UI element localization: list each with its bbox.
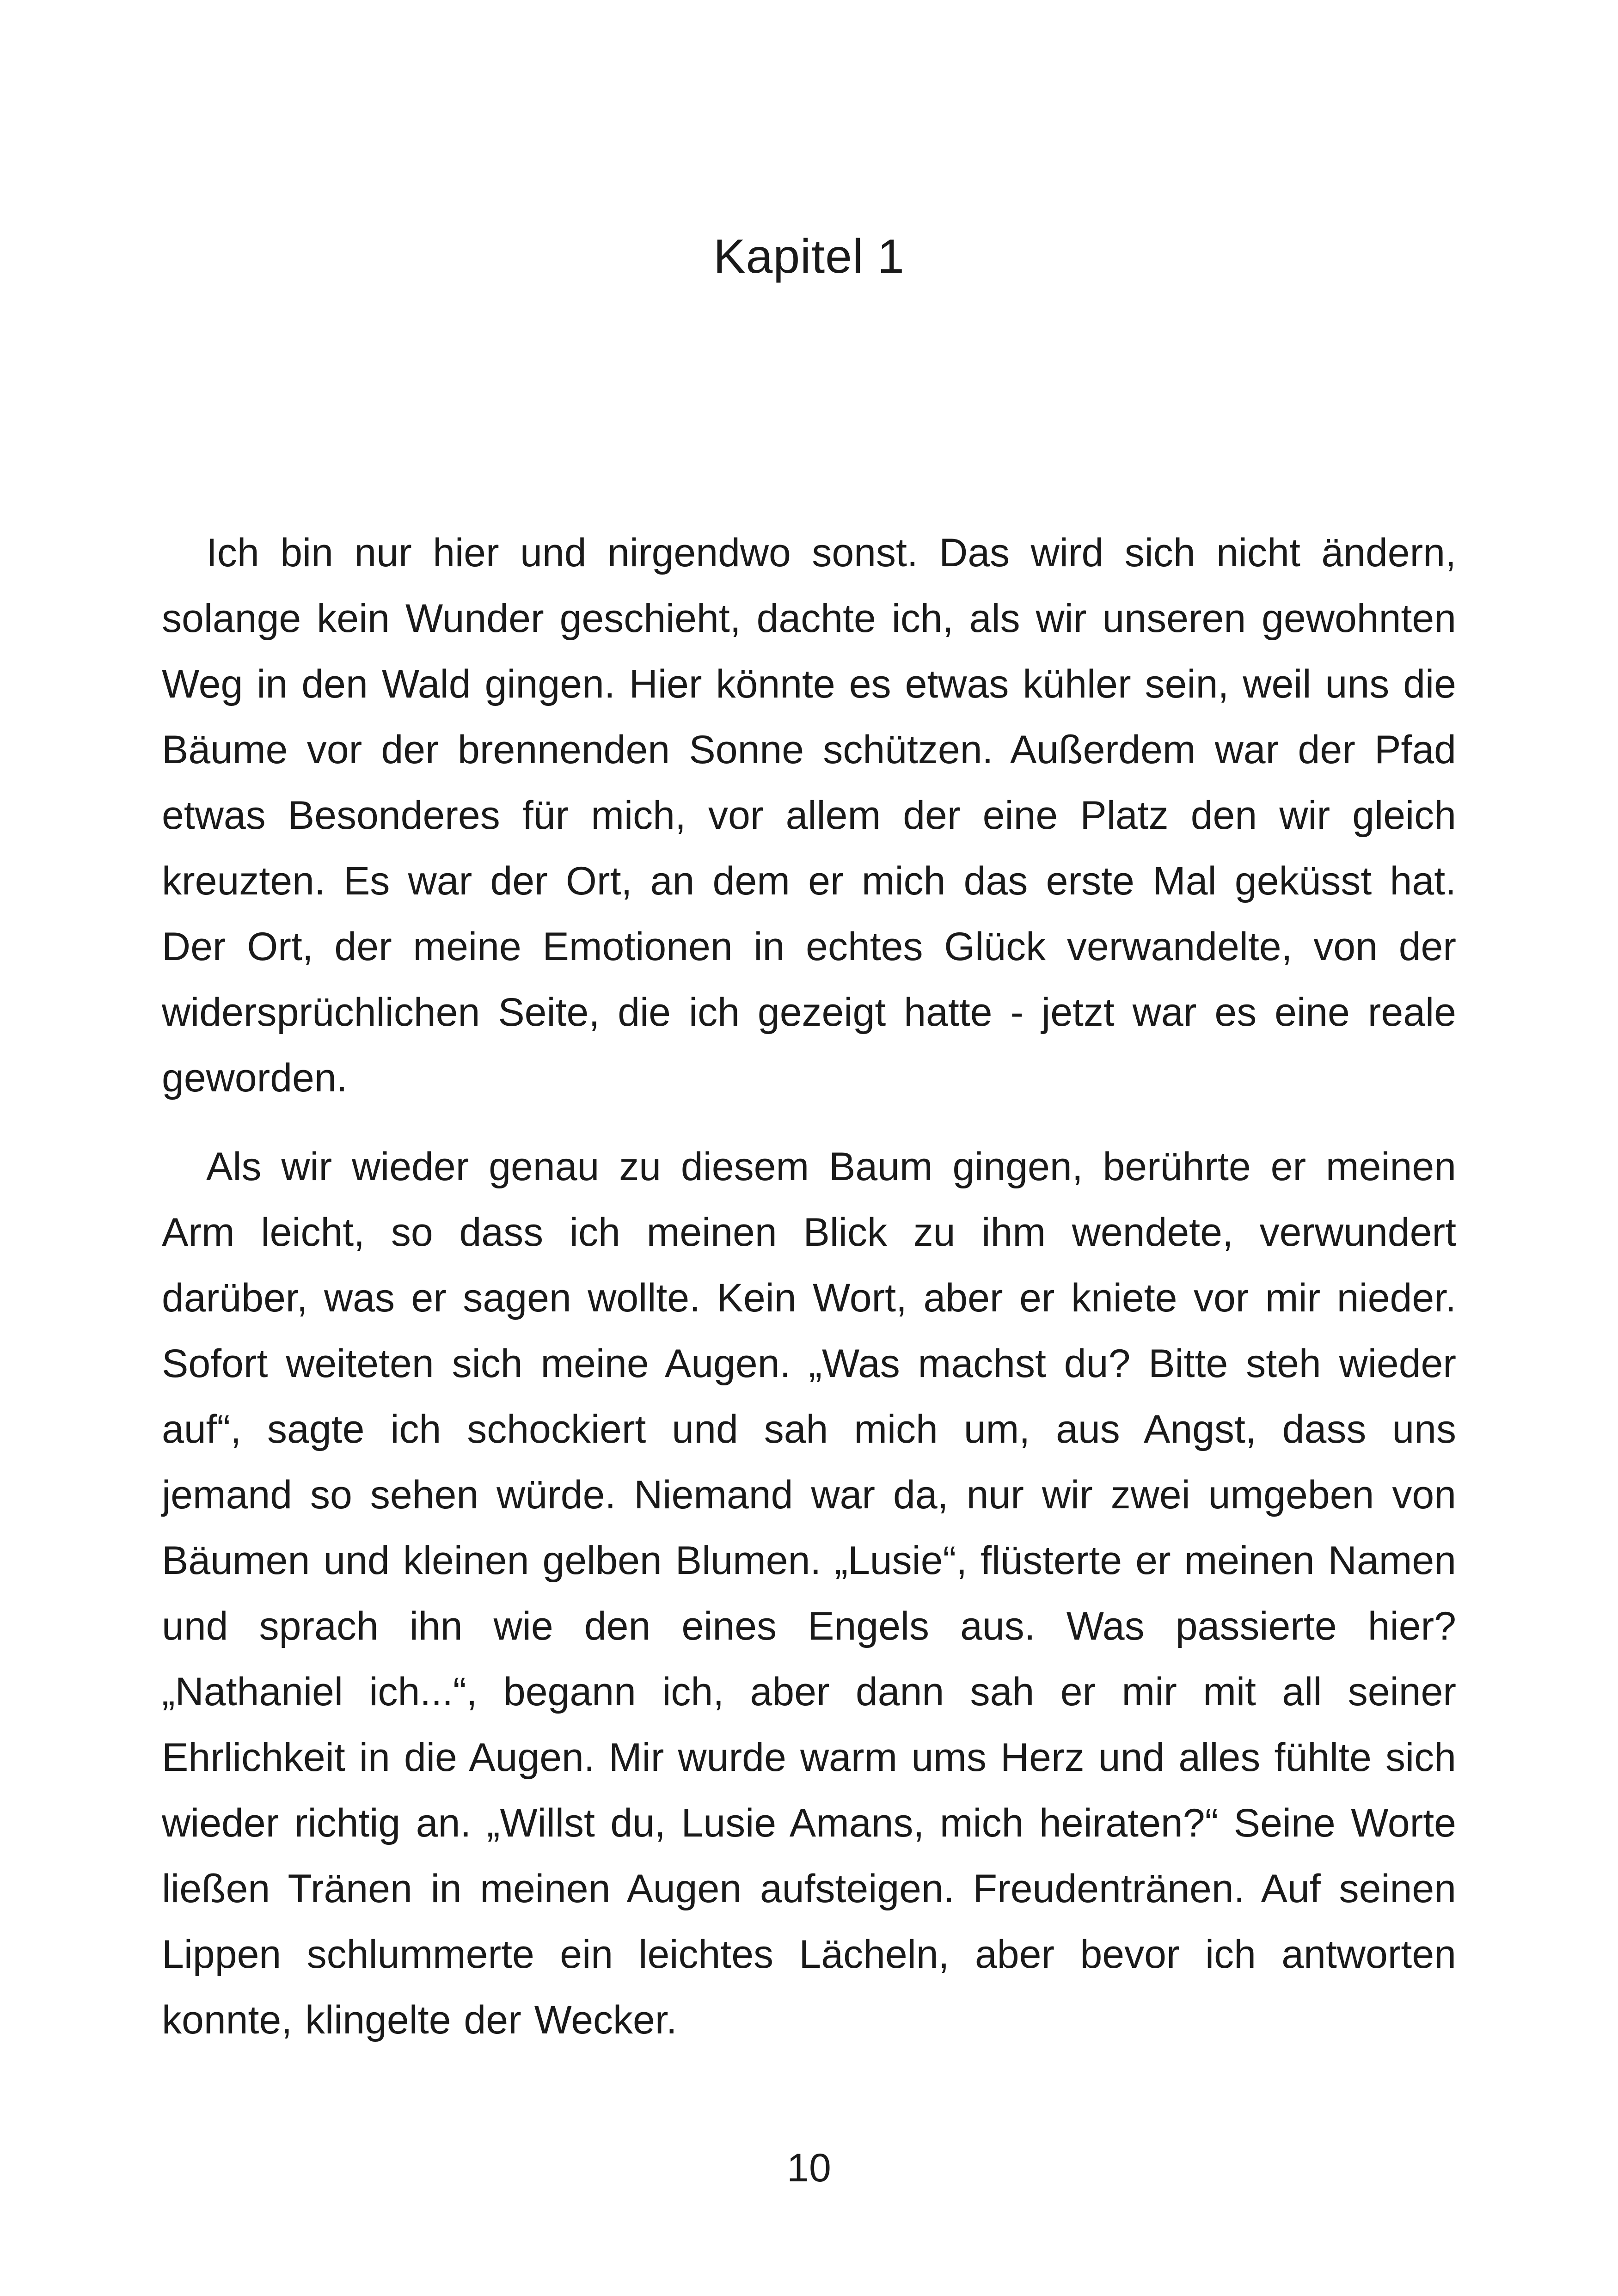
paragraph-2: Als wir wieder genau zu diesem Baum gingen, berührte er meinen Arm leicht, so dass ich meinen Blick zu ihm wendete, verwundert darüber, was er sagen wollte. Kein Wort, aber er kniete vor mir nieder. Sofort weiteten sich meine Augen. „Was machst du? Bitte steh wieder auf“, sagte ich schockiert und sah mich um, aus Angst, dass uns jemand so sehen würde. Niemand war da, nur wir zwei umgeben von Bäumen und kleinen gelben Blumen. „Lusie“, flüsterte er meinen Namen und sprach ihn wie den eines Engels aus. Was passierte hier? „Nathaniel ich...“, begann ich, aber dann sah er mir mit all seiner Ehrlichkeit in die Augen. Mir wurde warm ums Herz und alles fühlte sich wieder richtig an. „Willst du, Lusie Amans, mich heiraten?“ Seine Worte ließen Tränen in meinen Augen aufsteigen. Freudentränen. Auf seinen Lippen schlummerte ein leichtes Lächeln, aber bevor ich antworten konnte, klingelte der Wecker. xyxy=(162,1145,1456,2042)
page-number: 10 xyxy=(787,2146,831,2190)
chapter-body xyxy=(162,520,1456,2053)
paragraph-1: Ich bin nur hier und nirgendwo sonst. Das wird sich nicht ändern, solange kein Wunder geschieht, dachte ich, als wir unseren gewohnten Weg in den Wald gingen. Hier könnte es etwas kühler sein, weil uns die Bäume vor der brennenden Sonne schützen. Außerdem war der Pfad etwas Besonderes für mich, vor allem der eine Platz den wir gleich kreuzten. Es war der Ort, an dem er mich das erste Mal geküsst hat. Der Ort, der meine Emotionen in echtes Glück verwandelte, von der widersprüchlichen Seite, die ich gezeigt hatte - jetzt war es eine reale geworden. xyxy=(162,531,1456,1100)
chapter-title: Kapitel 1 xyxy=(713,230,905,283)
